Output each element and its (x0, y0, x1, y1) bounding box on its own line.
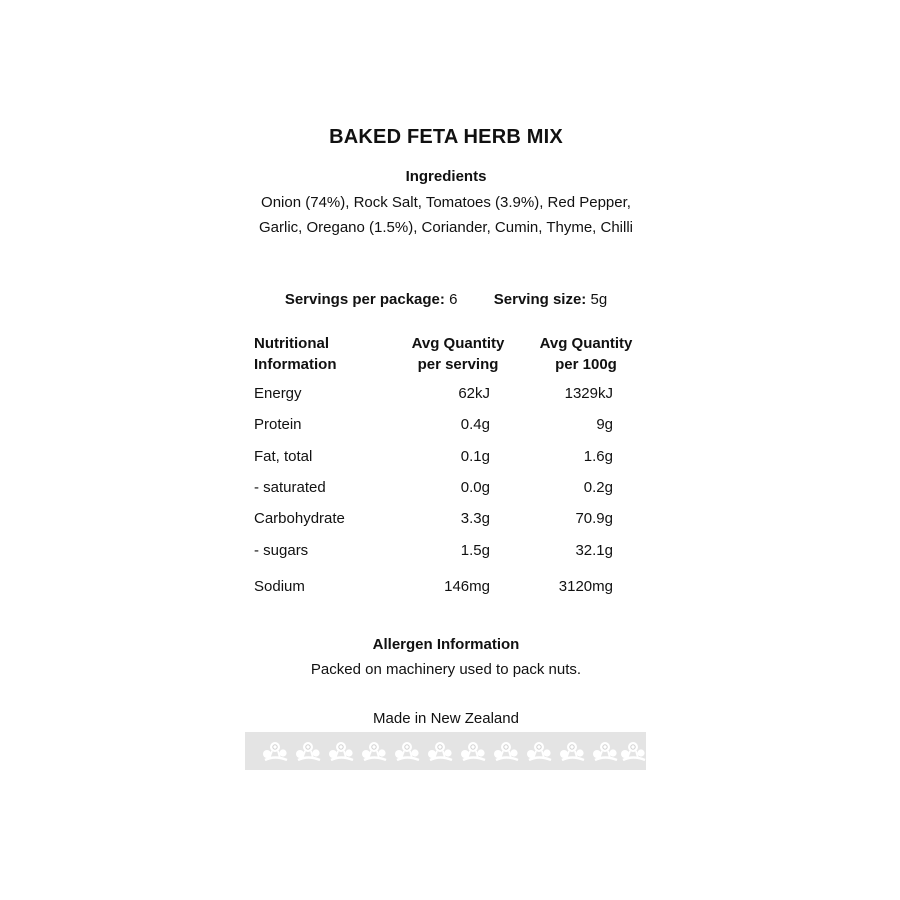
allergen-heading: Allergen Information (372, 636, 520, 653)
header-text: Nutritional (254, 335, 329, 352)
nutrient-name: Protein (254, 416, 302, 433)
nutrient-per-serving: 62kJ (458, 385, 490, 402)
nutrient-name: Energy (254, 385, 302, 402)
nutrient-per-100g: 1.6g (583, 448, 613, 465)
product-title: BAKED FETA HERB MIX (329, 126, 563, 148)
origin-text: Made in New Zealand (373, 710, 519, 727)
nutrition-header-per-serving (398, 333, 518, 375)
nutrient-per-serving: 3.3g (460, 510, 490, 527)
nutrient-per-serving: 1.5g (460, 542, 490, 559)
serving-size-value: 5g (590, 291, 608, 308)
nutrient-per-serving: 146mg (444, 578, 490, 595)
nutrition-header-name (254, 333, 337, 375)
nutrient-per-serving: 0.0g (460, 479, 490, 496)
decorative-flower-strip (245, 732, 646, 770)
header-text: Information (254, 356, 337, 373)
servings-per-package-value: 6 (449, 291, 458, 308)
nutrient-name: Fat, total (254, 448, 313, 465)
nutrient-name: - sugars (254, 542, 309, 559)
nutrient-per-100g: 9g (596, 416, 613, 433)
nutrient-per-100g: 1329kJ (564, 385, 613, 402)
servings-per-package-label: Servings per package: (284, 291, 445, 308)
nutrient-name: - saturated (254, 479, 326, 496)
serving-size-label: Serving size: (493, 291, 587, 308)
header-text: per serving (417, 356, 499, 373)
ingredients-heading: Ingredients (405, 168, 487, 185)
header-text: Avg Quantity (411, 335, 505, 352)
allergen-text: Packed on machinery used to pack nuts. (310, 661, 582, 678)
flower-pattern-icon (245, 732, 646, 770)
nutrient-per-serving: 0.1g (460, 448, 490, 465)
nutrient-per-100g: 3120mg (558, 578, 613, 595)
nutrient-per-100g: 32.1g (575, 542, 613, 559)
nutrient-name: Sodium (254, 578, 305, 595)
header-text: Avg Quantity (539, 335, 633, 352)
nutrition-header-per-100g (526, 333, 646, 375)
nutrient-name: Carbohydrate (254, 510, 345, 527)
header-text: per 100g (555, 356, 617, 373)
servings-line (0, 291, 892, 308)
ingredients-text: Onion (74%), Rock Salt, Tomatoes (3.9%), Red Pepper, Garlic, Oregano (1.5%), Coriander, Cumin, Thyme, Chilli (258, 194, 634, 236)
nutrient-per-100g: 70.9g (575, 510, 613, 527)
nutrient-per-100g: 0.2g (583, 479, 613, 496)
nutrient-per-serving: 0.4g (460, 416, 490, 433)
